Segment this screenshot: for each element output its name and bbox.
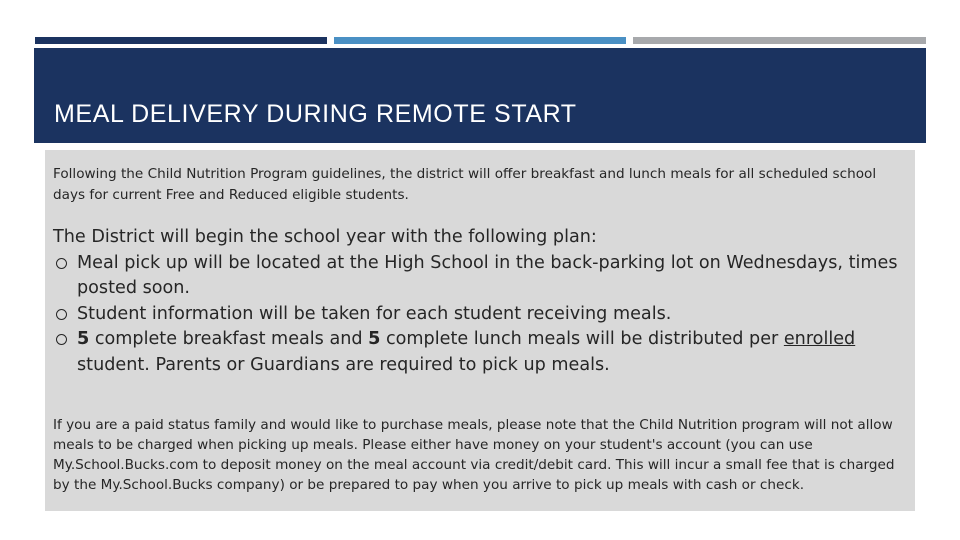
circle-bullet-icon [56, 258, 67, 269]
accent-bar-gray [633, 37, 926, 44]
lunch-count: 5 [368, 329, 381, 349]
slide-title: MEAL DELIVERY DURING REMOTE START [54, 100, 577, 128]
plan-item-text: student. Parents or Guardians are required to pick up meals. [77, 354, 610, 375]
underlined-word: enrolled [783, 329, 856, 349]
plan-item-student-info [53, 302, 911, 328]
accent-bar-blue [334, 37, 626, 44]
breakfast-count: 5 [77, 329, 90, 349]
plan-item-text: complete lunch meals will be distributed per [380, 329, 784, 349]
plan-item-text: Meal pick up will be located at the High School in the back-parking lot on Wednesdays, times posted soon. [77, 252, 898, 298]
title-band [34, 48, 926, 143]
plan-item-text: Student information will be taken for each student receiving meals. [77, 303, 672, 324]
content-panel [45, 150, 915, 511]
closing-paragraph: If you are a paid status family and would like to purchase meals, please note that the Child Nutrition program will not allow meals to be charged when picking up meals. Please either have money on your student's account (you can use My.School.Bucks.com to deposit money on the meal account via credit/debit card. This will incur a small fee that is charged by the My.School.Bucks company) or be prepared to pay when you arrive to pick up meals with cash or check. [53, 417, 895, 493]
accent-bar-navy [35, 37, 327, 44]
intro-paragraph: Following the Child Nutrition Program guidelines, the district will offer breakfast and lunch meals for all scheduled school days for current Free and Reduced eligible students. [53, 166, 877, 203]
plan-item-pickup [53, 251, 911, 302]
plan-list [53, 251, 911, 379]
plan-item-meal-count [53, 327, 911, 378]
plan-lead: The District will begin the school year with the following plan: [53, 227, 597, 247]
circle-bullet-icon [56, 309, 67, 320]
plan-item-text: complete breakfast meals and [89, 329, 369, 349]
plan-section [53, 225, 911, 378]
circle-bullet-icon [56, 334, 67, 345]
